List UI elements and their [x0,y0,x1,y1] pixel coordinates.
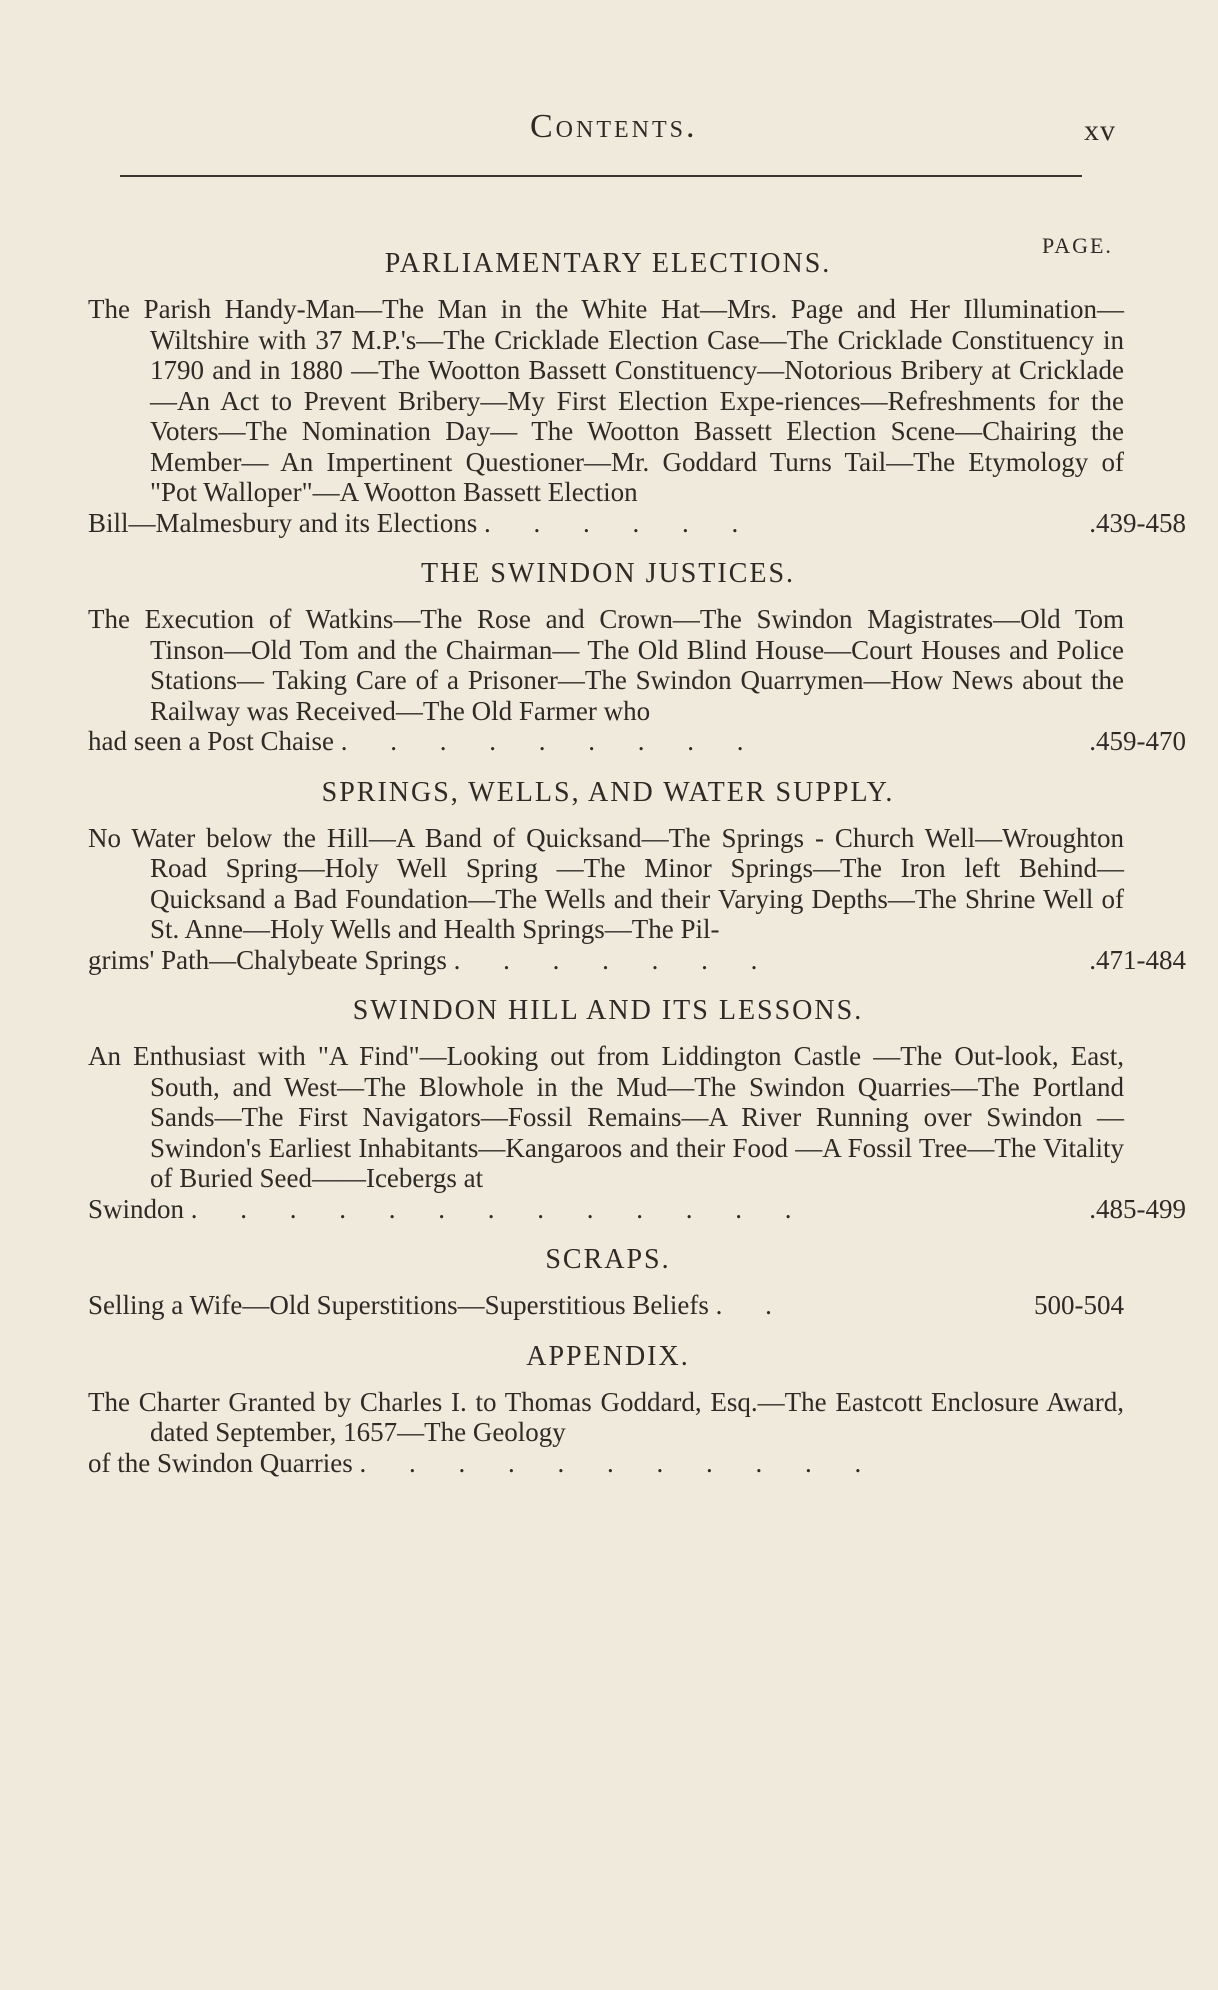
entry-text: The Execution of Watkins—The Rose and Crown—The Swindon Magistrates—Old Tom Tinson—Old Tom and the Chairman— The Old Blind House—Court Houses and Police Stations— Taking Care of a Prisoner—The Swindon Quarrymen—How News about the Railway was Received—The Old Farmer who [88,604,1124,726]
page-range: .485-499 [1089,1193,1186,1224]
header-rule [120,175,1082,177]
leader-dots: . . . . . . . [453,944,776,975]
leader-dots: . . . . . . [483,507,757,538]
section-appendix [88,1341,1128,1479]
section-title: THE SWINDON JUSTICES. [420,558,796,589]
page-range: 500-504 [1034,1290,1124,1320]
leader-dots: . . . . . . . . . . . [359,1447,880,1478]
entry-last-line: had seen a Post Chaise . . . . . . . . . [88,726,762,756]
page-column-label: PAGE. [1042,233,1113,258]
section-entry [88,294,1186,538]
section-parliamentary-elections [88,248,1186,538]
section-title: PARLIAMENTARY ELECTIONS. [384,248,832,279]
section-title: SPRINGS, WELLS, AND WATER SUPPLY. [321,776,895,808]
header-title: Contents. [530,108,698,145]
section-scraps [88,1244,1128,1321]
section-entry [88,1041,1186,1224]
section-springs-wells [88,776,1186,976]
section-entry [88,822,1186,976]
entry-text: The Parish Handy-Man—The Man in the White Hat—Mrs. Page and Her Illumination—Wiltshire with 37 M.P.'s—The Cricklade Election Case—The Cricklade Constituency in 1790 and in 1880 —The Wootton Bassett Constituency—Notorious Bribery at Cricklade—An Act to Prevent Bribery—My First Election Expe-riences—Refreshments for the Voters—The Nomination Day— The Wootton Bassett Election Scene—Chairing the Member— An Impertinent Questioner—Mr. Goddard Turns Tail—The Etymology of "Pot Walloper"—A Wootton Bassett Election [88,294,1124,507]
section-swindon-hill [88,995,1186,1224]
page-range: .459-470 [1089,726,1186,756]
page-range: .471-484 [1089,944,1186,975]
section-swindon-justices [88,558,1186,757]
entry-last-line: Bill—Malmesbury and its Elections . . . . . . [88,507,757,538]
entry-last-line: of the Swindon Quarries . . . . . . . . . . . [88,1447,880,1478]
entry-last-line: Swindon . . . . . . . . . . . . . [88,1193,810,1224]
leader-dots: . . . . . . . . . [340,726,762,756]
entry-text: The Charter Granted by Charles I. to Thomas Goddard, Esq.—The Eastcott Enclosure Award, dated September, 1657—The Geology [88,1386,1124,1447]
page-range: .439-458 [1089,507,1186,538]
section-title: APPENDIX. [526,1340,690,1372]
section-entry [88,1387,1124,1479]
leader-dots: . . [715,1290,790,1320]
leader-dots: . . . . . . . . . . . . . [190,1193,810,1224]
entry-text: An Enthusiast with "A Find"—Looking out from Liddington Castle —The Out-look, East, South, and West—The Blowhole in the Mud—The Swindon Quarries—The Portland Sands—The First Navigators—Fossil Remains—A River Running over Swindon —Swindon's Earliest Inhabitants—Kangaroos and their Food —A Fossil Tree—The Vitality of Buried Seed——Icebergs at [88,1041,1124,1193]
section-entry [88,604,1186,757]
section-title: SWINDON HILL AND ITS LESSONS. [352,995,864,1026]
contents-list [88,248,1186,1498]
running-header [0,100,1218,160]
entry-text: No Water below the Hill—A Band of Quicksand—The Springs - Church Well—Wroughton Road Spring—Holy Well Spring —The Minor Springs—The Iron left Behind—Quicksand a Bad Foundation—The Wells and their Varying Depths—The Shrine Well of St. Anne—Holy Wells and Health Springs—The Pil- [88,822,1124,944]
section-entry [88,1290,1124,1321]
section-title: SCRAPS. [545,1244,671,1275]
entry-last-line: grims' Path—Chalybeate Springs . . . . . . . [88,944,776,975]
header-page-number: xv [1084,114,1116,147]
entry-last-line: Selling a Wife—Old Superstitions—Superstitious Beliefs . . [88,1290,790,1320]
